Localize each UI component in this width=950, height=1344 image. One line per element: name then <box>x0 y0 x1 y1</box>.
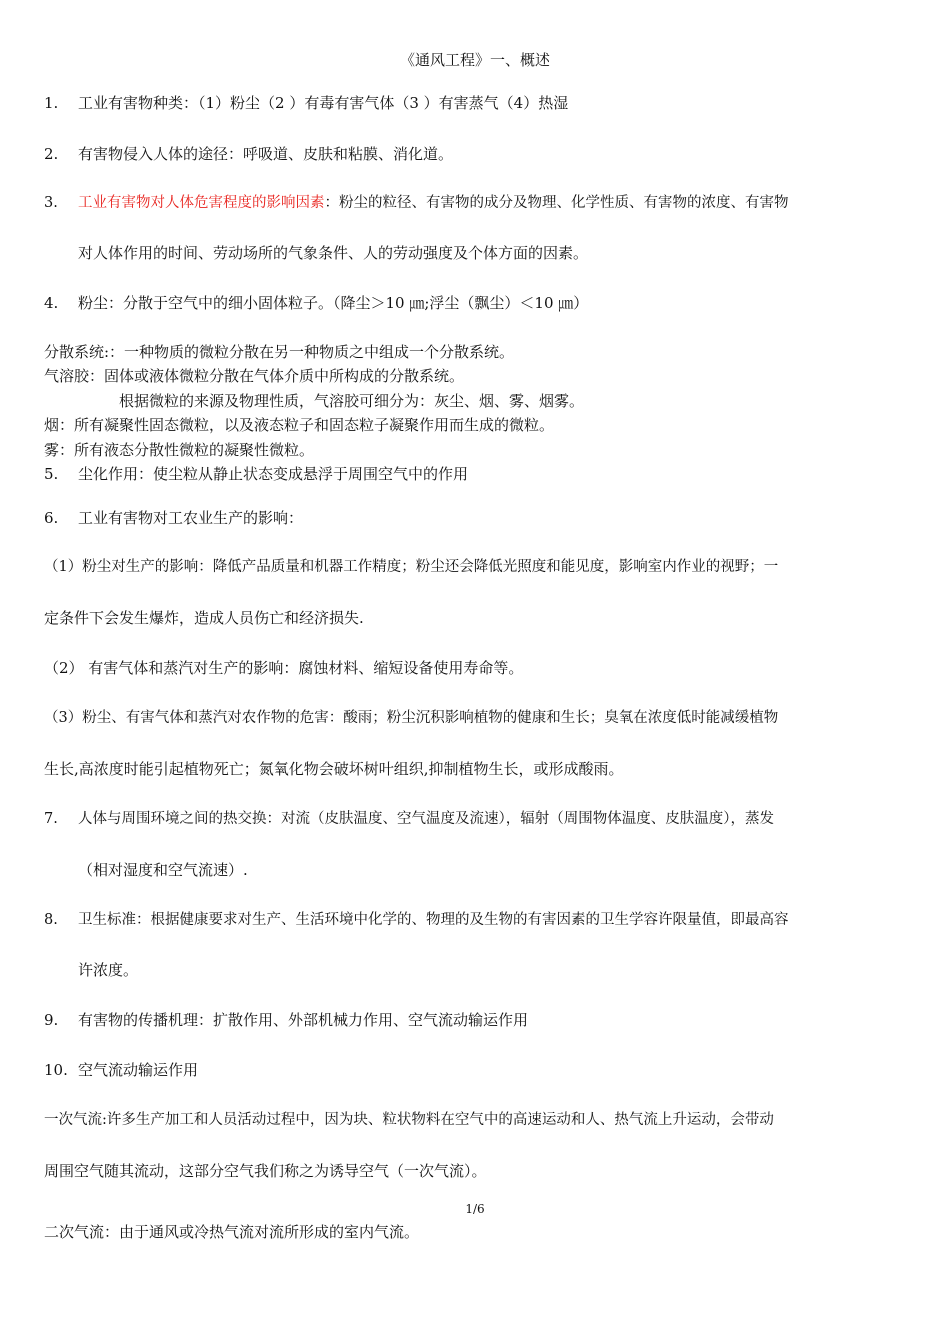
primary-airflow-continuation: 周围空气随其流动，这部分空气我们称之为诱导空气（一次气流）。 <box>44 1162 487 1180</box>
item-number: 2. <box>44 145 59 163</box>
item-6-point-3: （3）粉尘、有害气体和蒸汽对农作物的危害：酸雨；粉尘沉积影响植物的健康和生长；臭氧在浓度低时能减缓植物 <box>44 710 779 726</box>
item-6-point-1: （1）粉尘对生产的影响：降低产品质量和机器工作精度；粉尘还会降低光照度和能见度，影响室内作业的视野；一 <box>44 559 779 575</box>
list-item-7 <box>44 809 774 829</box>
list-item-3 <box>44 193 789 213</box>
item-6-point-1-continuation: 定条件下会发生爆炸，造成人员伤亡和经济损失. <box>44 609 364 627</box>
list-item-8 <box>44 910 789 930</box>
item-text: 粉尘：分散于空气中的细小固体粒子。（降尘＞10 ㎛;浮尘（飘尘）＜10 ㎛） <box>78 294 589 312</box>
list-item-2 <box>44 144 453 164</box>
item-text: ：粉尘的粒径、有害物的成分及物理、化学性质、有害物的浓度、有害物 <box>324 195 789 211</box>
item-number: 6. <box>44 509 59 527</box>
aerosol-types: 根据微粒的来源及物理性质，气溶胶可细分为：灰尘、烟、雾、烟雾。 <box>119 392 585 410</box>
item-number: 10. <box>44 1061 68 1079</box>
secondary-airflow: 二次气流：由于通风或冷热气流对流所形成的室内气流。 <box>44 1223 420 1241</box>
item-number: 3. <box>44 195 58 211</box>
item-text: 工业有害物种类：（1）粉尘（2 ）有毒有害气体（3 ）有害蒸气（4）热湿 <box>78 94 569 112</box>
definition-fog: 雾：所有液态分散性微粒的凝聚性微粒。 <box>44 441 315 459</box>
highlighted-term: 工业有害物对人体危害程度的影响因素 <box>78 195 325 211</box>
item-text: 有害物侵入人体的途径：呼吸道、皮肤和粘膜、消化道。 <box>78 145 454 163</box>
item-text: 卫生标准：根据健康要求对生产、生活环境中化学的、物理的及生物的有害因素的卫生学容许限量值，即最高容 <box>78 912 789 928</box>
list-item-8-continuation: 许浓度。 <box>78 961 139 979</box>
definition-dispersion: 分散系统:：一种物质的微粒分散在另一种物质之中组成一个分散系统。 <box>44 343 515 361</box>
item-6-point-3-continuation: 生长,高浓度时能引起植物死亡；氮氧化物会破坏树叶组织,抑制植物生长，或形成酸雨。 <box>44 760 624 778</box>
item-number: 7. <box>44 811 58 827</box>
definition-aerosol: 气溶胶：固体或液体微粒分散在气体介质中所构成的分散系统。 <box>44 367 465 385</box>
list-item-7-continuation: （相对湿度和空气流速）. <box>78 861 248 879</box>
item-number: 5. <box>44 465 59 483</box>
list-item-5 <box>44 464 468 484</box>
list-item-4 <box>44 293 588 313</box>
item-text: 有害物的传播机理：扩散作用、外部机械力作用、空气流动输运作用 <box>78 1011 529 1029</box>
item-number: 1. <box>44 94 59 112</box>
list-item-9 <box>44 1010 528 1030</box>
document-title: 《通风工程》一、概述 <box>399 51 550 69</box>
primary-airflow: 一次气流:许多生产加工和人员活动过程中，因为块、粒状物料在空气中的高速运动和人、热气流上升运动，会带动 <box>44 1112 774 1128</box>
item-number: 9. <box>44 1011 59 1029</box>
item-text: 尘化作用：使尘粒从静止状态变成悬浮于周围空气中的作用 <box>78 465 469 483</box>
list-item-3-continuation: 对人体作用的时间、劳动场所的气象条件、人的劳动强度及个体方面的因素。 <box>78 244 589 262</box>
page-number: 1/6 <box>465 1202 485 1216</box>
item-text: 人体与周围环境之间的热交换：对流（皮肤温度、空气温度及流速），辐射（周围物体温度、皮肤温度），蒸发 <box>78 811 774 827</box>
list-item-1 <box>44 93 568 113</box>
item-number: 4. <box>44 294 59 312</box>
item-text: 工业有害物对工农业生产的影响： <box>78 509 304 527</box>
definition-smoke: 烟：所有凝聚性固态微粒，以及液态粒子和固态粒子凝聚作用而生成的微粒。 <box>44 416 555 434</box>
item-text: 空气流动输运作用 <box>78 1061 199 1079</box>
item-number: 8. <box>44 912 58 928</box>
list-item-6 <box>44 508 303 528</box>
list-item-10 <box>44 1060 198 1080</box>
item-6-point-2: （2） 有害气体和蒸汽对生产的影响：腐蚀材料、缩短设备使用寿命等。 <box>44 659 524 677</box>
